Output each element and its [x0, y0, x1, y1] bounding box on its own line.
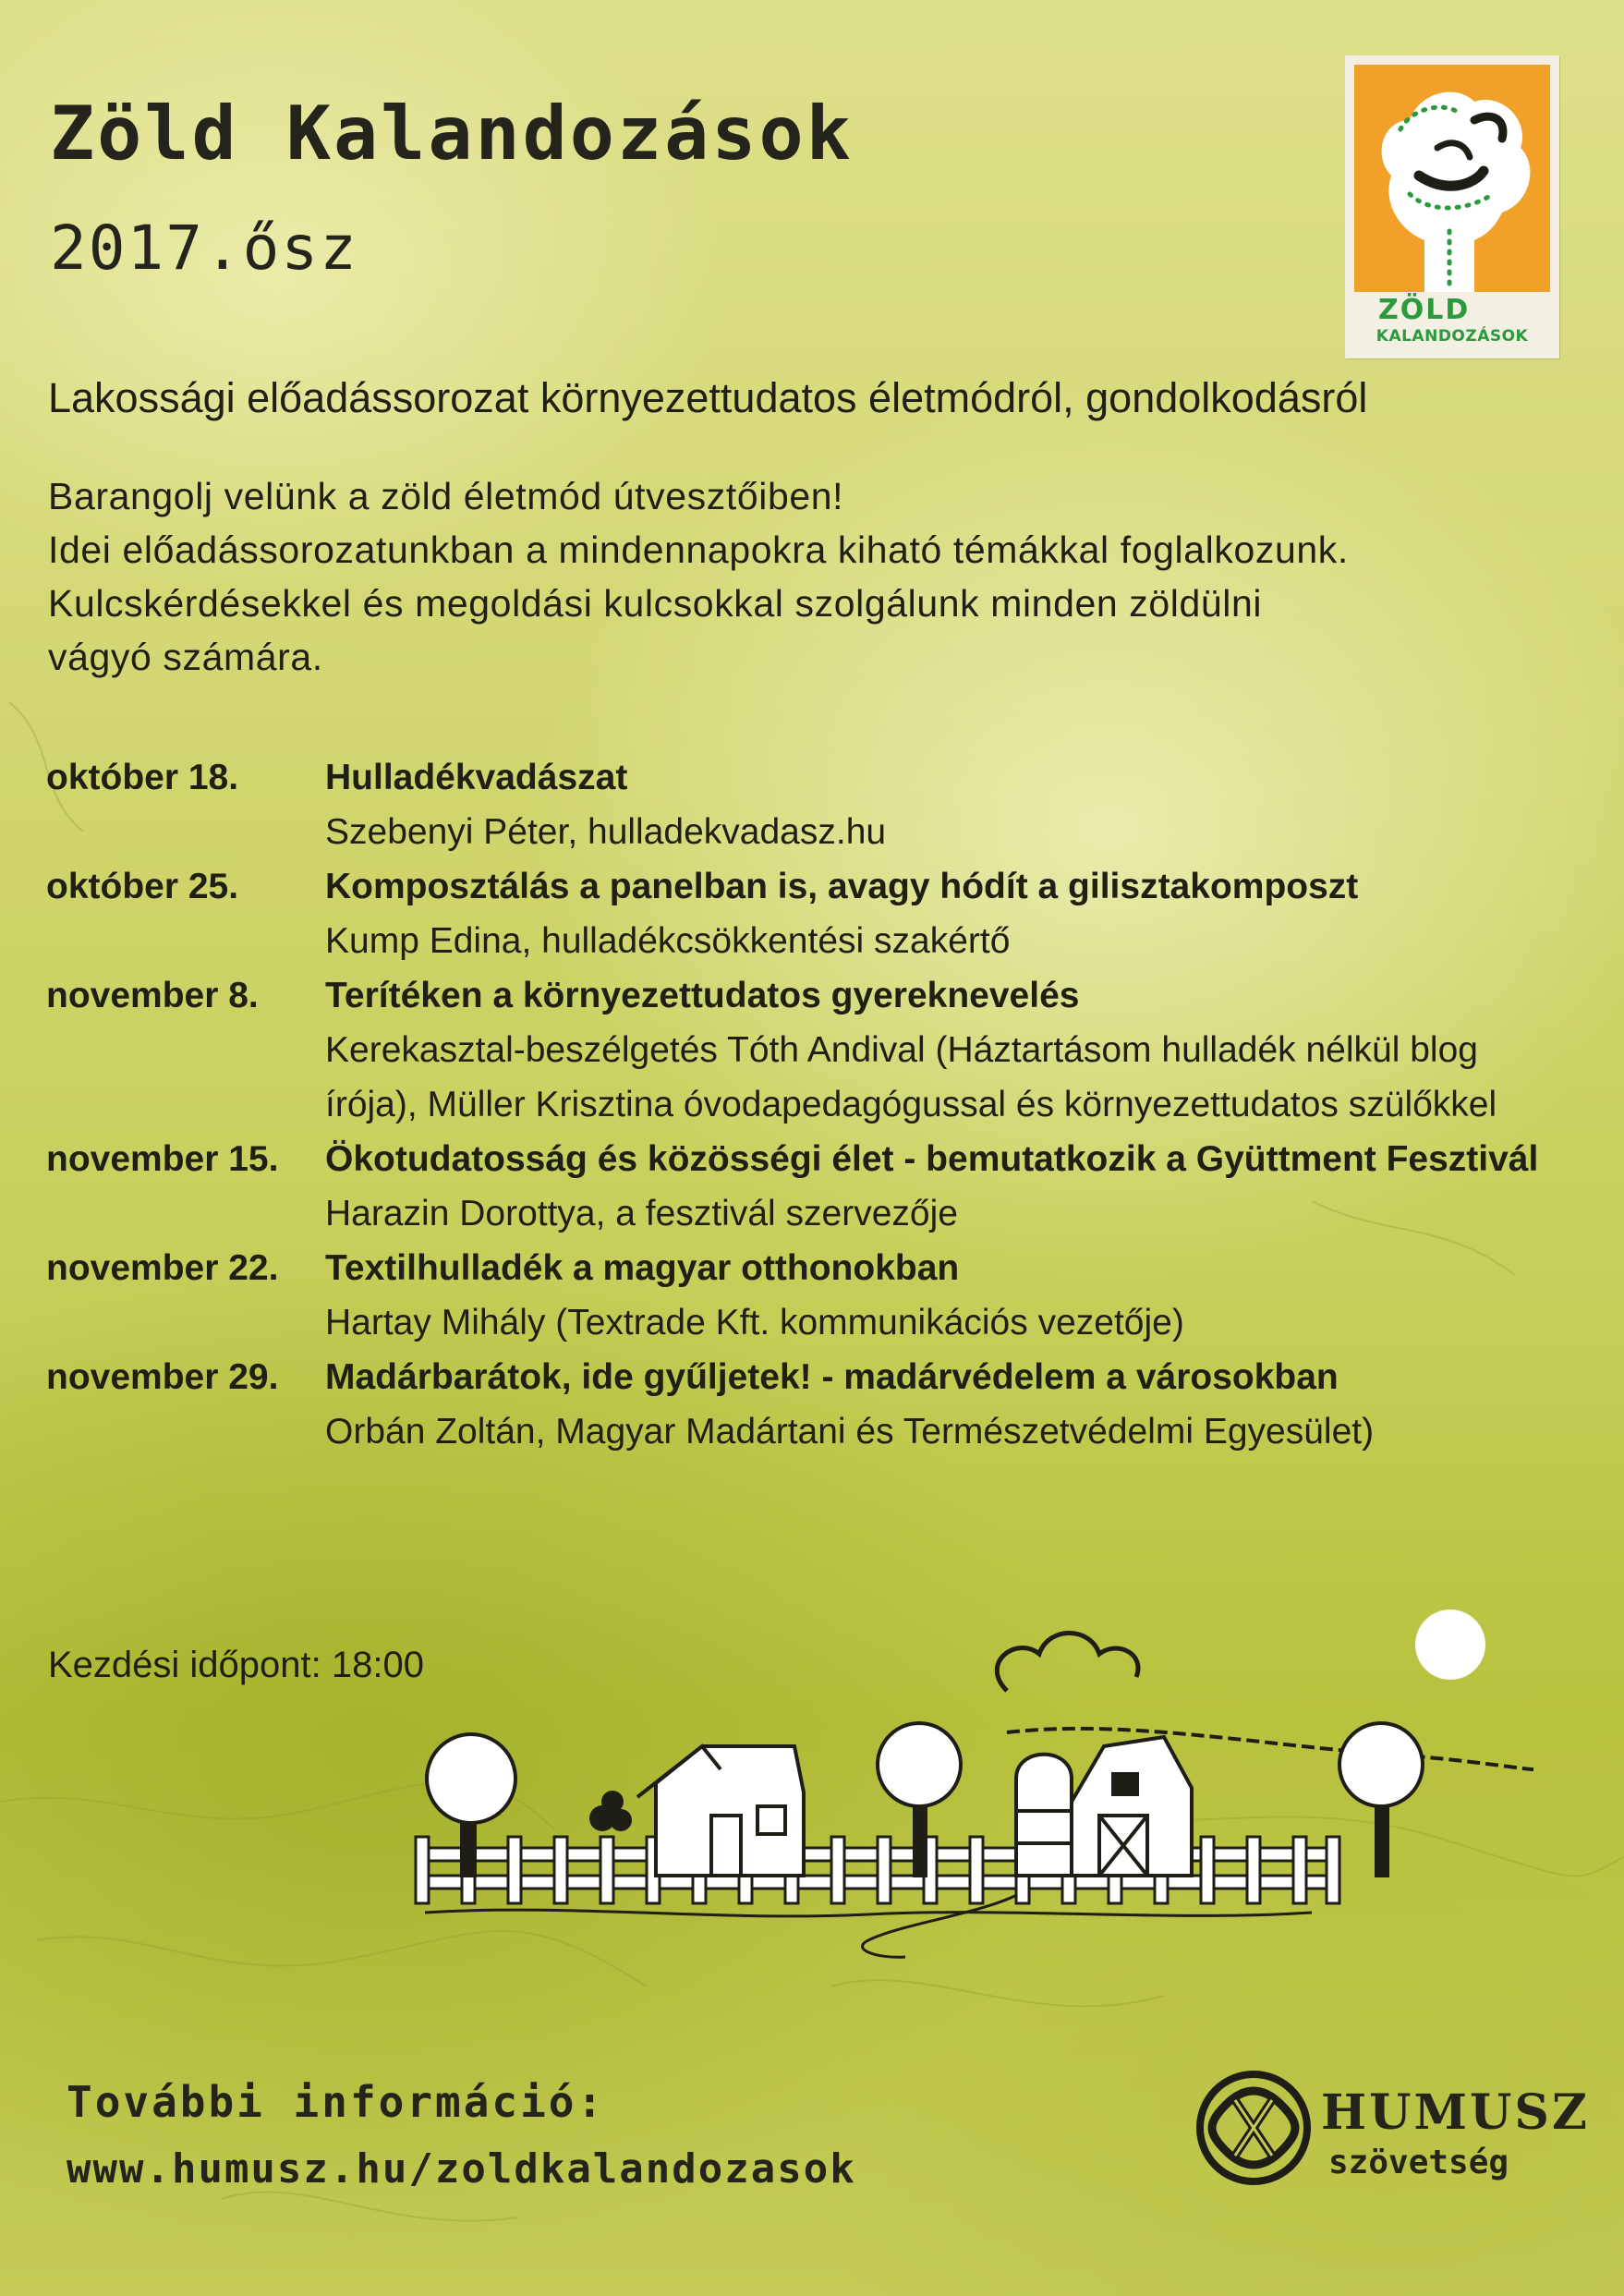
event-title: Hulladékvadászat [325, 758, 628, 797]
event-speaker: Szebenyi Péter, hulladekvadasz.hu [325, 812, 887, 852]
event-date: november 22. [46, 1248, 279, 1288]
intro-paragraph [48, 469, 1582, 684]
event-item [46, 968, 1607, 1132]
humusz-logo [1194, 2059, 1590, 2216]
event-speaker: Kerekasztal-beszélgetés Tóth Andival (Háztartásom hulladék nélkül blog írója), Müller Krisztina óvodapedagógussal és környezettudatos szülőkkel [325, 1030, 1497, 1124]
fence-icon [416, 1837, 1339, 1903]
event-date: október 25. [46, 867, 239, 906]
barn-icon [1072, 1737, 1192, 1876]
event-schedule [46, 750, 1607, 1459]
intro-line: Barangolj velünk a zöld életmód útvesztőiben! [48, 475, 844, 517]
house-icon [637, 1746, 804, 1876]
event-item [46, 1132, 1607, 1241]
event-date: november 8. [46, 976, 259, 1015]
logo-text-kalandozasok: KALANDOZÁSOK [1376, 327, 1529, 346]
cloud-icon [997, 1634, 1138, 1692]
more-info-label: További információ: [67, 2077, 606, 2127]
event-item [46, 1350, 1607, 1459]
event-title: Madárbarátok, ide gyűljetek! - madárvédelem a városokban [325, 1357, 1339, 1397]
sun-icon [1415, 1610, 1485, 1680]
start-time: Kezdési időpont: 18:00 [48, 1645, 424, 1685]
event-date: november 15. [46, 1139, 279, 1179]
event-title: Komposztálás a panelban is, avagy hódít a gilisztakomposzt [325, 867, 1359, 906]
logo-emblem [1345, 55, 1559, 294]
event-item [46, 859, 1607, 968]
event-speaker: Orbán Zoltán, Magyar Madártani és Természetvédelmi Egyesület) [325, 1412, 1375, 1452]
event-title: Ökotudatosság és közösségi élet - bemutatkozik a Gyüttment Fesztivál [325, 1139, 1539, 1179]
event-item [46, 1241, 1607, 1350]
event-date: november 29. [46, 1357, 279, 1397]
tree-icon [1339, 1723, 1423, 1876]
organizer-name: HUMUSZ [1321, 2084, 1590, 2141]
zold-kalandozasok-logo [1345, 55, 1559, 358]
event-title: Terítéken a környezettudatos gyereknevelés [325, 976, 1080, 1015]
event-speaker: Kump Edina, hulladékcsökkentési szakértő [325, 921, 1011, 961]
season-label: 2017.ősz [50, 213, 358, 284]
celtic-knot-icon [1194, 2059, 1314, 2197]
event-speaker: Hartay Mihály (Textrade Kft. kommunikációs vezetője) [325, 1303, 1184, 1342]
event-title: Textilhulladék a magyar otthonokban [325, 1248, 960, 1288]
subtitle: Lakossági előadássorozat környezettudatos életmódról, gondolkodásról [48, 374, 1368, 421]
event-item [46, 750, 1607, 859]
event-speaker: Harazin Dorottya, a fesztivál szervezője [325, 1194, 958, 1233]
intro-line: Idei előadássorozatunkban a mindennapokra kiható témákkal foglalkozunk. [48, 528, 1349, 571]
bush-icon [589, 1791, 632, 1831]
intro-line: vágyó számára. [48, 636, 323, 678]
silo-icon [1016, 1755, 1072, 1876]
page-title: Zöld Kalandozások [50, 91, 854, 176]
organizer-subtitle: szövetség [1328, 2144, 1509, 2181]
website-link[interactable]: www.humusz.hu/zoldkalandozasok [67, 2145, 856, 2193]
event-date: október 18. [46, 758, 239, 797]
logo-text-zold: ZÖLD [1378, 294, 1471, 326]
intro-line: Kulcskérdésekkel és megoldási kulcsokkal szolgálunk minden zöldülni [48, 582, 1263, 625]
farm-illustration [388, 1571, 1533, 1959]
